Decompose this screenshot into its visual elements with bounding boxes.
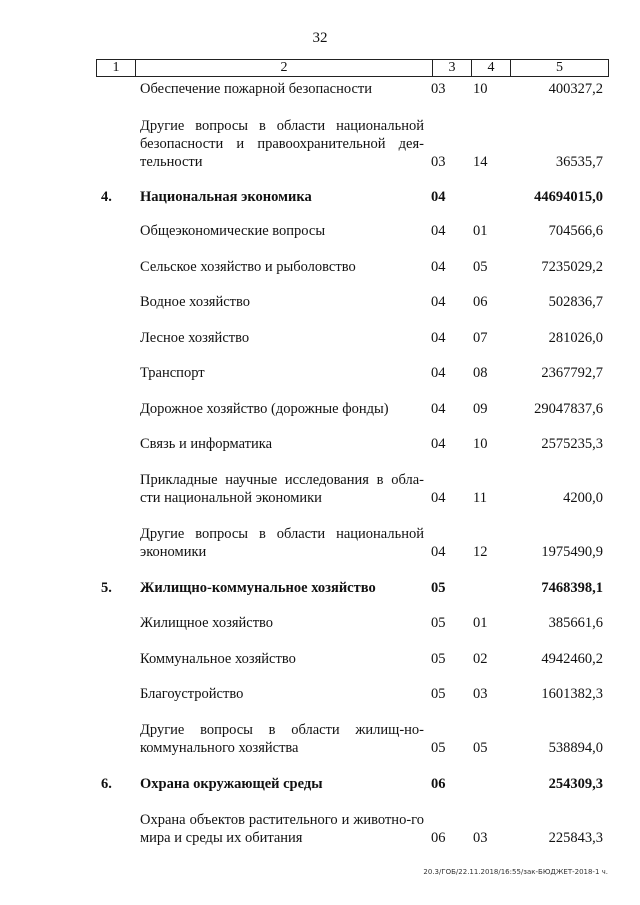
- section-code: 04: [431, 330, 446, 346]
- item-name: Коммунальное хозяйство: [140, 651, 296, 667]
- item-name: Водное хозяйство: [140, 294, 251, 310]
- amount-value: 1975490,9: [541, 544, 603, 560]
- amount-value: 29047837,6: [534, 401, 603, 417]
- item-name: Обеспечение пожарной безопасности: [140, 81, 373, 97]
- item-name: Охрана окружающей среды: [140, 776, 323, 792]
- section-number: 5.: [101, 580, 112, 596]
- item-name: Жилищно-коммунальное хозяйство: [140, 580, 376, 596]
- item-name: Прикладные научные исследования в обла-сти национальной экономики: [140, 472, 424, 506]
- amount-value: 1601382,3: [541, 686, 603, 702]
- item-name: Другие вопросы в области национальной экономики: [140, 526, 424, 560]
- amount-value: 4942460,2: [541, 651, 603, 667]
- header-col-3: 3: [433, 60, 472, 77]
- subsection-code: 11: [473, 490, 487, 506]
- amount-value: 225843,3: [548, 830, 603, 846]
- item-name: Лесное хозяйство: [140, 330, 250, 346]
- subsection-code: 03: [473, 686, 488, 702]
- subsection-code: 10: [473, 81, 488, 97]
- subsection-code: 06: [473, 294, 488, 310]
- subsection-code: 05: [473, 740, 488, 756]
- section-code: 04: [431, 259, 446, 275]
- item-name: Общеэкономические вопросы: [140, 223, 326, 239]
- page-number: 32: [312, 30, 328, 46]
- subsection-code: 09: [473, 401, 488, 417]
- subsection-code: 07: [473, 330, 488, 346]
- subsection-code: 10: [473, 436, 488, 452]
- amount-value: 2367792,7: [541, 365, 603, 381]
- section-code: 04: [431, 401, 446, 417]
- amount-value: 704566,6: [548, 223, 603, 239]
- subsection-code: 08: [473, 365, 488, 381]
- section-code: 03: [431, 154, 446, 170]
- section-code: 05: [431, 651, 446, 667]
- subsection-code: 12: [473, 544, 488, 560]
- subsection-code: 02: [473, 651, 488, 667]
- section-code: 03: [431, 81, 446, 97]
- header-col-2: 2: [136, 60, 433, 77]
- subsection-code: 05: [473, 259, 488, 275]
- amount-value: 502836,7: [548, 294, 603, 310]
- section-code: 04: [431, 490, 446, 506]
- item-name: Связь и информатика: [140, 436, 273, 452]
- header-col-5: 5: [511, 60, 609, 77]
- item-name: Национальная экономика: [140, 189, 312, 205]
- subsection-code: 01: [473, 615, 488, 631]
- subsection-code: 01: [473, 223, 488, 239]
- amount-value: 538894,0: [548, 740, 603, 756]
- amount-value: 44694015,0: [534, 189, 603, 205]
- footer-document-code: 20.3/ГОБ/22.11.2018/16:55/зак-БЮДЖЕТ-2018-1 ч.: [423, 868, 608, 876]
- amount-value: 281026,0: [548, 330, 603, 346]
- amount-value: 7468398,1: [541, 580, 603, 596]
- item-name: Транспорт: [140, 365, 205, 381]
- item-name: Другие вопросы в области жилищ-но-коммунального хозяйства: [140, 722, 424, 756]
- amount-value: 4200,0: [563, 490, 603, 506]
- section-code: 04: [431, 436, 446, 452]
- subsection-code: 14: [473, 154, 488, 170]
- amount-value: 385661,6: [548, 615, 603, 631]
- item-name: Сельское хозяйство и рыболовство: [140, 259, 356, 275]
- amount-value: 7235029,2: [541, 259, 603, 275]
- section-code: 04: [431, 365, 446, 381]
- section-code: 04: [431, 223, 446, 239]
- column-number-header: [96, 59, 609, 77]
- section-code: 05: [431, 580, 446, 596]
- section-code: 05: [431, 615, 446, 631]
- section-code: 06: [431, 776, 446, 792]
- section-code: 04: [431, 544, 446, 560]
- section-code: 04: [431, 294, 446, 310]
- amount-value: 2575235,3: [541, 436, 603, 452]
- header-col-1: 1: [97, 60, 136, 77]
- section-code: 06: [431, 830, 446, 846]
- item-name: Охрана объектов растительного и животно-го мира и среды их обитания: [140, 812, 424, 846]
- section-number: 4.: [101, 189, 112, 205]
- subsection-code: 03: [473, 830, 488, 846]
- section-code: 05: [431, 740, 446, 756]
- item-name: Другие вопросы в области национальной безопасности и правоохранительной дея-тельности: [140, 118, 424, 170]
- header-col-4: 4: [472, 60, 511, 77]
- section-number: 6.: [101, 776, 112, 792]
- section-code: 05: [431, 686, 446, 702]
- item-name: Дорожное хозяйство (дорожные фонды): [140, 401, 389, 417]
- section-code: 04: [431, 189, 446, 205]
- amount-value: 36535,7: [555, 154, 603, 170]
- amount-value: 254309,3: [548, 776, 603, 792]
- item-name: Жилищное хозяйство: [140, 615, 274, 631]
- amount-value: 400327,2: [548, 81, 603, 97]
- item-name: Благоустройство: [140, 686, 244, 702]
